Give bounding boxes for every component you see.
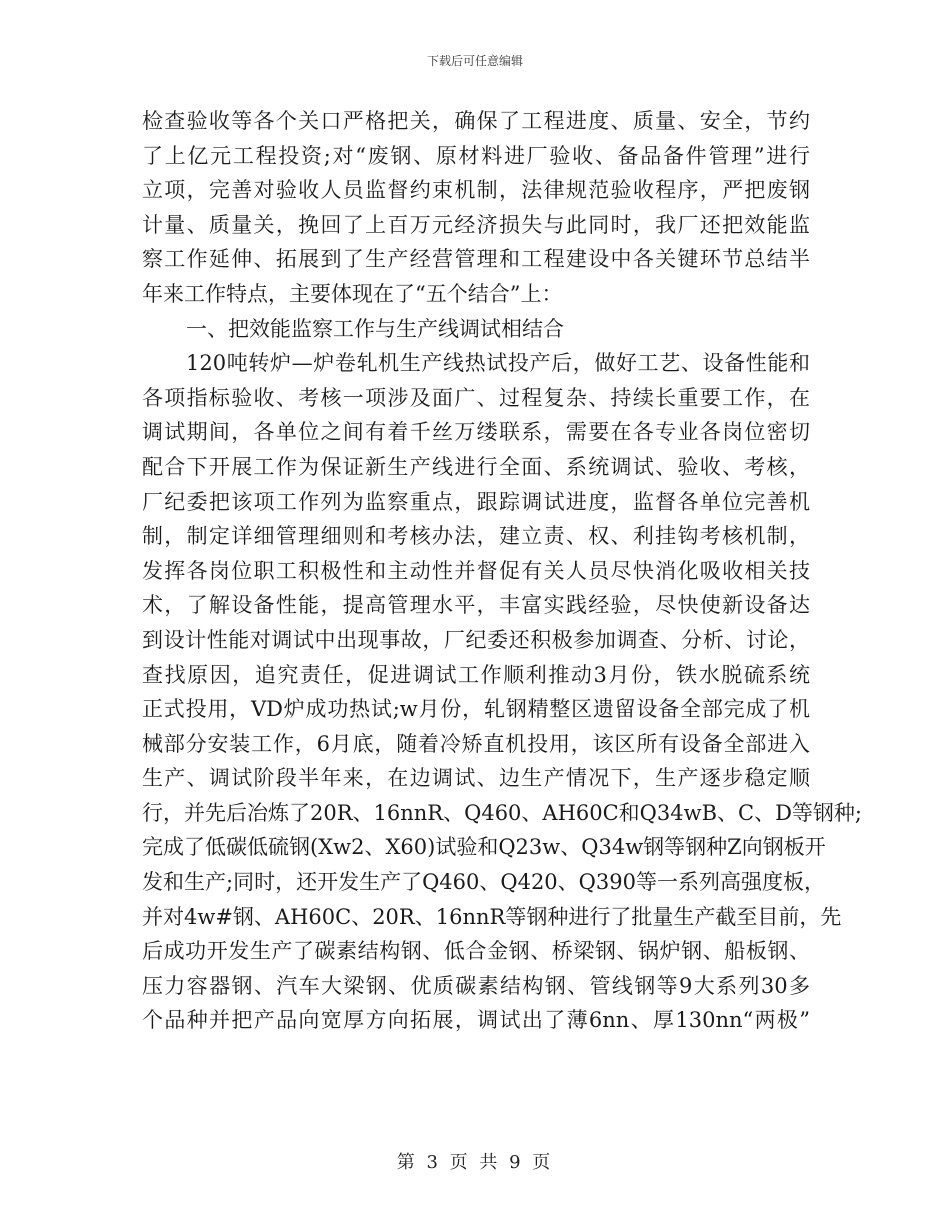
text-line: 厂纪委把该项工作列为监察重点，跟踪调试进度，监督各单位完善机 xyxy=(142,489,810,514)
text-line: 制，制定详细管理细则和考核办法，建立责、权、利挂钩考核机制， xyxy=(142,524,810,549)
text-line: 120吨转炉—炉卷轧机生产线热试投产后，做好工艺、设备性能和 xyxy=(186,351,810,376)
text-line: 生产、调试阶段半年来，在边调试、边生产情况下，生产逐步稳定顺 xyxy=(142,766,810,791)
text-line: 发和生产;同时，还开发生产了Q460、Q420、Q390等一系列高强度板， xyxy=(142,870,825,895)
text-line: 械部分安装工作，6月底，随着冷矫直机投用，该区所有设备全部进入 xyxy=(142,731,810,756)
text-line: 术，了解设备性能，提高管理水平，丰富实践经验，尽快使新设备达 xyxy=(142,593,810,618)
text-line: 检查验收等各个关口严格把关，确保了工程进度、质量、安全，节约 xyxy=(142,109,810,133)
text-line: 年来工作特点，主要体现在了“五个结合”上： xyxy=(142,281,563,306)
text-line: 后成功开发生产了碳素结构钢、低合金钢、桥梁钢、锅炉钢、船板钢、 xyxy=(142,939,810,964)
text-line: 配合下开展工作为保证新生产线进行全面、系统调试、验收、考核， xyxy=(142,454,810,479)
page-header: 下载后可任意编辑 xyxy=(426,54,523,68)
text-line: 调试期间，各单位之间有着千丝万缕联系，需要在各专业各岗位密切 xyxy=(142,420,810,445)
document-body xyxy=(142,104,863,1038)
text-line: 正式投用，VD炉成功热试;w月份，轧钢精整区遗留设备全部完成了机 xyxy=(142,697,810,722)
text-line: 行，并先后冶炼了20R、16nnR、Q460、AH60C和Q34wB、C、D等钢种; xyxy=(142,800,863,825)
text-line: 查找原因，追究责任，促进调试工作顺利推动3月份，铁水脱硫系统 xyxy=(142,662,810,687)
text-line: 完成了低碳低硫钢(Xw2、X60)试验和Q23w、Q34w钢等钢种Z向钢板开 xyxy=(142,835,826,860)
text-line: 发挥各岗位职工积极性和主动性并督促有关人员尽快消化吸收相关技 xyxy=(142,558,810,583)
text-line: 了上亿元工程投资;对“废钢、原材料进厂验收、备品备件管理”进行 xyxy=(142,143,810,168)
section-heading: 一、把效能监察工作与生产线调试相结合 xyxy=(186,316,564,341)
text-line: 各项指标验收、考核一项涉及面广、过程复杂、持续长重要工作，在 xyxy=(142,385,810,410)
text-line: 并对4w#钢、AH60C、20R、16nnR等钢种进行了批量生产截至目前，先 xyxy=(142,904,842,929)
page-number: 第 3 页 共 9 页 xyxy=(396,1152,554,1173)
text-line: 察工作延伸、拓展到了生产经营管理和工程建设中各关键环节总结半 xyxy=(142,247,810,272)
text-line: 立项，完善对验收人员监督约束机制，法律规范验收程序，严把废钢 xyxy=(142,178,810,203)
text-line: 到设计性能对调试中出现事故，厂纪委还积极参加调查、分析、讨论， xyxy=(142,627,810,652)
text-line: 个品种并把产品向宽厚方向拓展，调试出了薄6nn、厚130nn“两极” xyxy=(142,1008,810,1033)
text-line: 压力容器钢、汽车大梁钢、优质碳素结构钢、管线钢等9大系列30多 xyxy=(142,973,810,998)
text-line: 计量、质量关，挽回了上百万元经济损失与此同时，我厂还把效能监 xyxy=(142,212,810,237)
